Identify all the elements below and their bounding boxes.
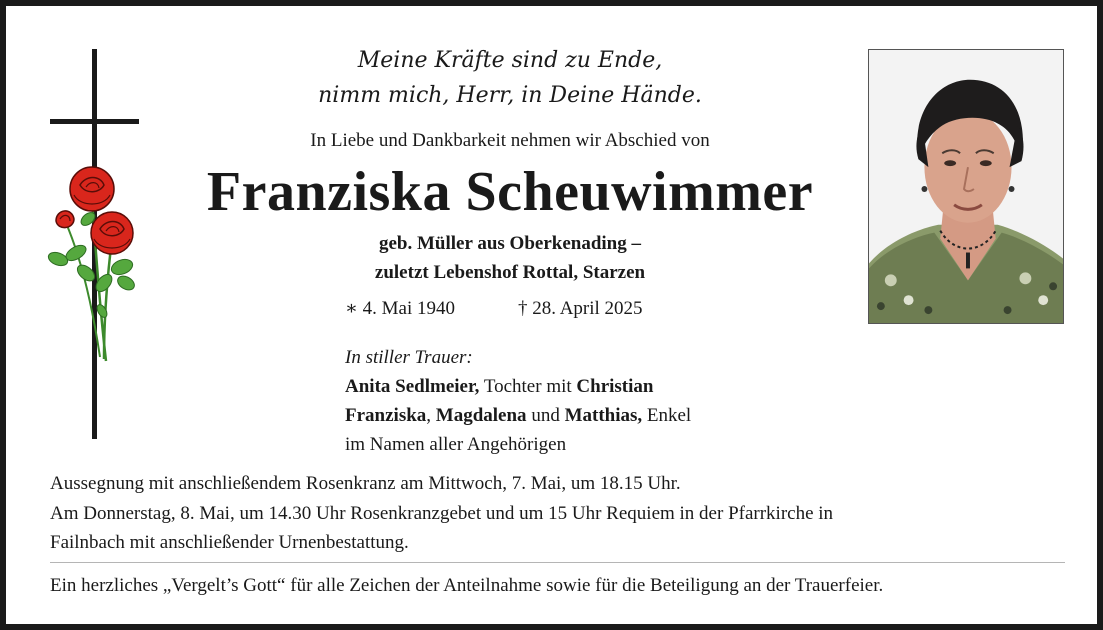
mourner-relation: Enkel — [642, 405, 692, 426]
farewell-intro: In Liebe und Dankbarkeit nehmen wir Abschied von — [310, 130, 710, 151]
mourners-row-2 — [345, 401, 845, 430]
mourner-name: Magdalena — [435, 405, 527, 426]
birth-date: ∗ 4. Mai 1940 — [345, 298, 456, 319]
mourner-name: Anita Sedlmeier, — [345, 376, 480, 397]
verse-line-1: Meine Kräfte sind zu Ende, — [357, 48, 663, 73]
origin-line-1: geb. Müller aus Oberkenading – — [379, 233, 641, 254]
death-date: † 28. April 2025 — [518, 298, 643, 319]
origin-line-2: zuletzt Lebenshof Rottal, Starzen — [374, 262, 646, 283]
deceased-name: Franziska Scheuwimmer — [206, 161, 814, 223]
blessing-notice: Aussegnung mit anschließendem Rosenkranz am Mittwoch, 7. Mai, um 18.15 Uhr. — [50, 473, 681, 494]
divider — [50, 562, 1065, 563]
thanks-line: Ein herzliches „Vergelt’s Gott“ für alle Zeichen der Anteilnahme sowie für die Beteiligung an der Trauerfeier. — [50, 575, 884, 596]
mourner-separator: , — [426, 405, 436, 426]
requiem-notice-line-1: Am Donnerstag, 8. Mai, um 14.30 Uhr Rosenkranzgebet und um 15 Uhr Requiem in der Pfarrkirche in — [50, 503, 834, 524]
cross-horizontal-bar — [50, 119, 139, 124]
mourners-block — [345, 343, 845, 459]
mourners-row-1 — [345, 372, 845, 401]
roses-icon — [44, 161, 144, 366]
mourner-relation: Tochter mit — [479, 376, 577, 397]
requiem-notice-line-2: Failnbach mit anschließender Urnenbestattung. — [50, 532, 409, 553]
mourner-name: Matthias, — [564, 405, 643, 426]
mourner-name: Christian — [576, 376, 654, 397]
mourner-name: Franziska — [345, 405, 427, 426]
mourners-label: In stiller Trauer: — [345, 347, 473, 368]
verse-line-2: nimm mich, Herr, in Deine Hände. — [318, 83, 702, 108]
mourners-row-3: im Namen aller Angehörigen — [345, 434, 567, 455]
portrait-photo — [868, 49, 1064, 324]
mourner-conjunction: und — [526, 405, 565, 426]
